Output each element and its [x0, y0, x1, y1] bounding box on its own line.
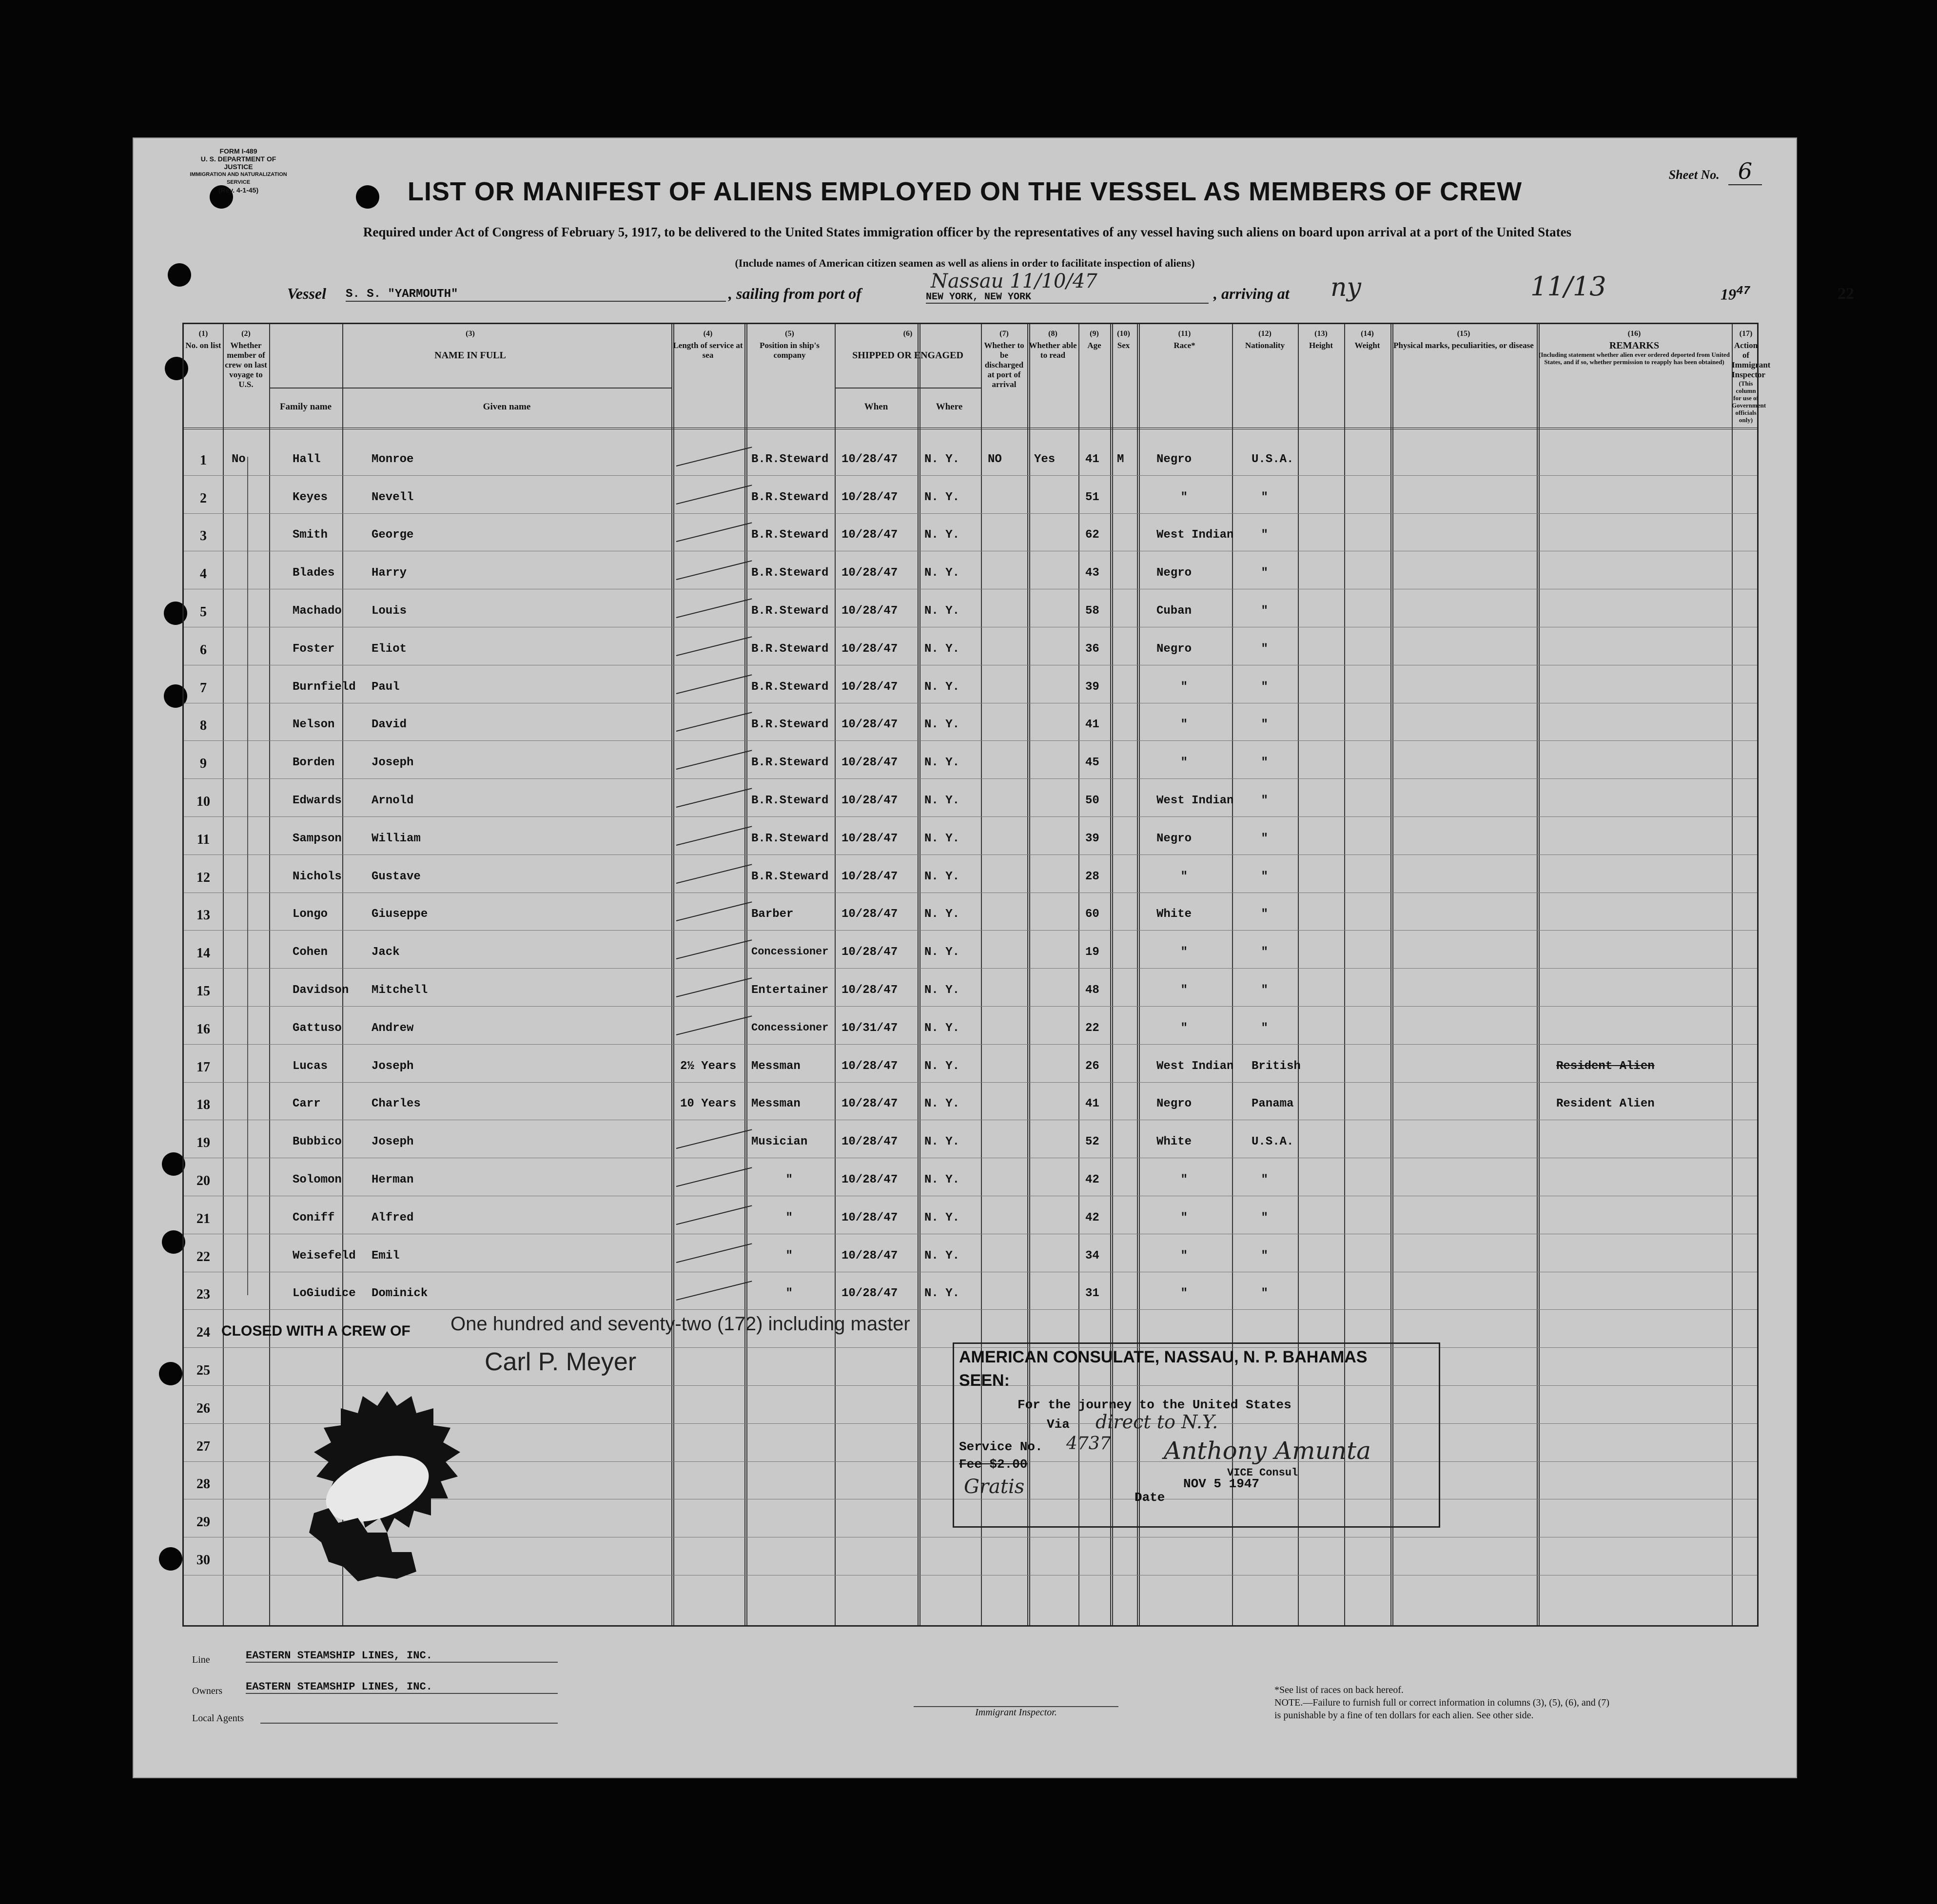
page-number: 22	[1838, 285, 1854, 303]
row-number: 22	[196, 1249, 210, 1264]
stamp-journey: For the journey to the United States	[1017, 1398, 1291, 1412]
cell-age: 48	[1085, 984, 1099, 997]
cell-where: N. Y.	[924, 1173, 960, 1186]
cell-when: 10/28/47	[841, 1249, 898, 1263]
row-number: 5	[200, 604, 207, 620]
cell-nationality: "	[1261, 832, 1268, 845]
cell-sex: M	[1117, 452, 1124, 466]
cell-nationality: British	[1252, 1059, 1301, 1073]
cell-position: Entertainer	[751, 984, 829, 997]
cell-given: David	[372, 718, 407, 732]
row-number: 4	[200, 566, 207, 582]
punch-hole	[159, 1362, 182, 1385]
cell-nationality: "	[1261, 490, 1268, 504]
cell-race: "	[1180, 946, 1188, 959]
cell-service: 2½ Years	[680, 1059, 737, 1073]
footer-agents-value	[260, 1709, 558, 1724]
column-subheader: Given name	[483, 402, 531, 412]
cell-nationality: "	[1261, 984, 1268, 997]
cell-race: "	[1180, 718, 1188, 732]
cell-given: William	[372, 832, 421, 845]
cell-where: N. Y.	[924, 1021, 960, 1035]
cell-when: 10/28/47	[841, 1287, 898, 1301]
cell-where: N. Y.	[924, 528, 960, 542]
column-subheader: Where	[936, 402, 963, 412]
row-number: 2	[200, 490, 207, 506]
stamp-via: direct to N.Y.	[1096, 1411, 1218, 1433]
cell-race: "	[1180, 1287, 1188, 1301]
cell-family: Blades	[293, 566, 335, 580]
cell-family: Burnfield	[293, 680, 356, 694]
stamp-fee: Fee $2.00	[959, 1457, 1028, 1472]
cell-where: N. Y.	[924, 452, 960, 466]
cell-family: Edwards	[293, 794, 342, 807]
cell-position: B.R.Steward	[751, 528, 829, 542]
cell-race: White	[1156, 1135, 1192, 1149]
arriving-label: , arriving at	[1213, 285, 1290, 302]
cell-where: N. Y.	[924, 718, 960, 732]
column-header: (8) Whether able to read	[1029, 330, 1077, 360]
row-number: 11	[196, 832, 210, 847]
cell-when: 10/28/47	[841, 908, 898, 921]
cell-race: "	[1180, 870, 1188, 883]
cell-given: Arnold	[372, 794, 414, 807]
cell-race: "	[1180, 984, 1188, 997]
footer-line-value: EASTERN STEAMSHIP LINES, INC.	[246, 1650, 558, 1663]
footer-line-label: Line	[192, 1654, 210, 1665]
row-number: 7	[200, 680, 207, 696]
cell-family: Cohen	[293, 946, 328, 959]
cell-when: 10/28/47	[841, 1135, 898, 1149]
vessel-label: Vessel	[287, 285, 326, 302]
page-title: LIST OR MANIFEST OF ALIENS EMPLOYED ON THE VESSEL AS MEMBERS OF CREW	[407, 177, 1523, 206]
cell-position: "	[785, 1211, 793, 1224]
cell-race: "	[1180, 490, 1188, 504]
cell-age: 60	[1085, 908, 1099, 921]
row-number: 14	[196, 946, 210, 961]
cell-when: 10/28/47	[841, 452, 898, 466]
cell-service: 10 Years	[680, 1097, 737, 1111]
cell-age: 41	[1085, 1097, 1099, 1111]
row-number: 10	[196, 794, 210, 809]
cell-read: Yes	[1034, 452, 1056, 466]
cell-position: B.R.Steward	[751, 718, 829, 732]
cell-position: B.R.Steward	[751, 604, 829, 618]
row-number: 12	[196, 870, 210, 885]
cell-position: B.R.Steward	[751, 756, 829, 770]
sailing-label: , sailing from port of	[728, 285, 861, 302]
cell-when: 10/28/47	[841, 1059, 898, 1073]
cell-given: Gustave	[372, 870, 421, 883]
cell-when: 10/28/47	[841, 1211, 898, 1224]
row-number: 20	[196, 1173, 210, 1188]
races-note: *See list of races on back hereof.	[1274, 1685, 1404, 1695]
footer-agents-label: Local Agents	[192, 1713, 244, 1724]
cell-when: 10/28/47	[841, 604, 898, 618]
cell-family: Keyes	[293, 490, 328, 504]
cell-nationality: "	[1261, 718, 1268, 732]
cell-family: Sampson	[293, 832, 342, 845]
cell-age: 43	[1085, 566, 1099, 580]
cell-nationality: Panama	[1252, 1097, 1294, 1111]
cell-age: 58	[1085, 604, 1099, 618]
column-header: (17) Action of Immigrant Inspector (This column for use of Government officials only)	[1732, 330, 1771, 424]
cell-race: Cuban	[1156, 604, 1192, 618]
column-tick-mark	[247, 457, 248, 1295]
row-number: 9	[200, 756, 207, 772]
cell-given: Emil	[372, 1249, 400, 1263]
row-number: 8	[200, 718, 207, 734]
cell-when: 10/28/47	[841, 642, 898, 656]
cell-given: Eliot	[372, 642, 407, 656]
sheet-number: Sheet No. 6	[1669, 158, 1762, 184]
closed-handwritten: One hundred and seventy-two (172) including master	[450, 1313, 910, 1335]
cell-family: Machado	[293, 604, 342, 618]
row-number: 30	[196, 1553, 210, 1568]
column-header: (12) Nationality	[1245, 330, 1285, 350]
cell-position: Musician	[751, 1135, 808, 1149]
cell-position: B.R.Steward	[751, 794, 829, 807]
cell-family: Bubbico	[293, 1135, 342, 1149]
cell-where: N. Y.	[924, 794, 960, 807]
cell-age: 62	[1085, 528, 1099, 542]
cell-family: Foster	[293, 642, 335, 656]
cell-race: "	[1180, 756, 1188, 770]
cell-nationality: "	[1261, 908, 1268, 921]
cell-where: N. Y.	[924, 756, 960, 770]
row-number: 26	[196, 1400, 210, 1416]
footer-owners-value: EASTERN STEAMSHIP LINES, INC.	[246, 1681, 558, 1694]
sailing-port-handwritten: Nassau 11/10/47	[931, 270, 1097, 292]
cell-race: West Indian	[1156, 794, 1234, 807]
cell-age: 52	[1085, 1135, 1099, 1149]
column-header: (13) Height	[1309, 330, 1333, 350]
cell-where: N. Y.	[924, 1211, 960, 1224]
row-number: 23	[196, 1287, 210, 1302]
row-number: 17	[196, 1059, 210, 1075]
cell-when: 10/28/47	[841, 756, 898, 770]
row-number: 15	[196, 984, 210, 999]
cell-family: Smith	[293, 528, 328, 542]
cell-where: N. Y.	[924, 642, 960, 656]
consul-signature: Anthony Amunta	[1164, 1437, 1371, 1465]
cell-given: Alfred	[372, 1211, 414, 1224]
stamp-date-label: Date	[1135, 1490, 1165, 1505]
cell-given: Charles	[372, 1097, 421, 1111]
cell-when: 10/28/47	[841, 566, 898, 580]
sailing-port-typed: NEW YORK, NEW YORK	[926, 291, 1209, 304]
cell-age: 42	[1085, 1211, 1099, 1224]
cell-race: "	[1180, 680, 1188, 694]
cell-age: 39	[1085, 832, 1099, 845]
cell-position: Barber	[751, 908, 794, 921]
punch-hole	[162, 1230, 185, 1254]
cell-race: "	[1180, 1021, 1188, 1035]
row-number: 24	[196, 1325, 210, 1341]
year: $19^{47}$	[1721, 285, 1750, 303]
cell-where: N. Y.	[924, 1059, 960, 1073]
master-signature: Carl P. Meyer	[485, 1348, 637, 1376]
cell-race: Negro	[1156, 832, 1192, 845]
column-subheader: When	[864, 402, 888, 412]
cell-given: Jack	[372, 946, 400, 959]
cell-nationality: "	[1261, 566, 1268, 580]
cell-nationality: "	[1261, 756, 1268, 770]
cell-where: N. Y.	[924, 566, 960, 580]
cell-age: 22	[1085, 1021, 1099, 1035]
cell-position: B.R.Steward	[751, 870, 829, 883]
cell-given: Herman	[372, 1173, 414, 1186]
cell-age: 31	[1085, 1287, 1099, 1301]
cell-given: Nevell	[372, 490, 414, 504]
cell-age: 41	[1085, 452, 1099, 466]
cell-age: 45	[1085, 756, 1099, 770]
cell-nationality: "	[1261, 1249, 1268, 1263]
cell-age: 51	[1085, 490, 1099, 504]
stamp-date: NOV 5 1947	[1183, 1477, 1260, 1491]
stamp-via-label: Via	[1047, 1417, 1070, 1432]
cell-where: N. Y.	[924, 1097, 960, 1111]
cell-discharged: NO	[988, 452, 1002, 466]
cell-race: West Indian	[1156, 1059, 1234, 1073]
stamp-service-label: Service No.	[959, 1439, 1043, 1454]
row-number: 13	[196, 908, 210, 923]
cell-race: Negro	[1156, 566, 1192, 580]
requirement-text: Required under Act of Congress of February 5, 1917, to be delivered to the United States immigration officer by the representatives of any vessel having such aliens on board upon arrival at a port of the United States	[363, 225, 1572, 239]
manifest-sheet	[133, 137, 1854, 1778]
cell-nationality: "	[1261, 946, 1268, 959]
cell-position: B.R.Steward	[751, 680, 829, 694]
row-number: 1	[200, 452, 207, 468]
cell-age: 41	[1085, 718, 1099, 732]
row-number: 18	[196, 1097, 210, 1113]
arriving-port: ny	[1330, 273, 1361, 302]
cell-remarks: Resident Alien	[1556, 1097, 1655, 1111]
cell-given: Joseph	[372, 1135, 414, 1149]
cell-where: N. Y.	[924, 984, 960, 997]
cell-given: George	[372, 528, 414, 542]
cell-position: B.R.Steward	[751, 566, 829, 580]
stamp-gratis: Gratis	[964, 1476, 1025, 1498]
cell-nationality: "	[1261, 1021, 1268, 1035]
cell-age: 39	[1085, 680, 1099, 694]
cell-nationality: "	[1261, 1287, 1268, 1301]
row-number: 28	[196, 1477, 210, 1492]
include-note: (Include names of American citizen seamen as well as aliens in order to facilitate inspection of aliens)	[735, 257, 1195, 269]
cell-family: Weisefeld	[293, 1249, 356, 1263]
column-header: (4) Length of service at sea	[673, 330, 743, 360]
cell-where: N. Y.	[924, 1249, 960, 1263]
penalty-note: NOTE.—Failure to furnish full or correct information in columns (3), (5), (6), and (7) is punishable by a fine of ten dollars for each alien. See other side.	[1274, 1697, 1610, 1721]
column-header: (14) Weight	[1354, 330, 1380, 350]
column-header: (10) Sex	[1117, 330, 1130, 350]
cell-age: 28	[1085, 870, 1099, 883]
column-subheader: Family name	[279, 402, 332, 412]
cell-when: 10/28/47	[841, 832, 898, 845]
cell-family: Davidson	[293, 984, 349, 997]
column-header: (6) SHIPPED OR ENGAGED	[852, 330, 963, 361]
cell-race: "	[1180, 1249, 1188, 1263]
voyage-line	[287, 270, 1854, 314]
cell-age: 26	[1085, 1059, 1099, 1073]
cell-family: Longo	[293, 908, 328, 921]
cell-remarks: Resident Alien	[1556, 1059, 1655, 1073]
cell-given: Harry	[372, 566, 407, 580]
cell-age: 36	[1085, 642, 1099, 656]
cell-where: N. Y.	[924, 908, 960, 921]
cell-when: 10/28/47	[841, 984, 898, 997]
cell-nationality: "	[1261, 604, 1268, 618]
cell-where: N. Y.	[924, 946, 960, 959]
cell-nationality: "	[1261, 1211, 1268, 1224]
cell-where: N. Y.	[924, 1287, 960, 1301]
column-header: (15) Physical marks, peculiarities, or disease	[1393, 330, 1534, 350]
cell-when: 10/28/47	[841, 680, 898, 694]
cell-family: Gattuso	[293, 1021, 342, 1035]
cell-family: Solomon	[293, 1173, 342, 1186]
cell-race: Negro	[1156, 452, 1192, 466]
row-number: 3	[200, 528, 207, 544]
cell-family: Hall	[293, 452, 321, 466]
row-number: 21	[196, 1211, 210, 1226]
cell-given: Giuseppe	[372, 908, 428, 921]
cell-given: Joseph	[372, 756, 414, 770]
row-number: 25	[196, 1363, 210, 1378]
cell-when: 10/28/47	[841, 946, 898, 959]
stamp-consul-label: VICE Consul	[1227, 1467, 1298, 1479]
punch-hole	[162, 1152, 185, 1176]
inspector-label: Immigrant Inspector.	[914, 1706, 1118, 1718]
cell-given: Dominick	[372, 1287, 428, 1301]
cell-when: 10/28/47	[841, 794, 898, 807]
column-header: (1) No. on list	[185, 330, 221, 350]
cell-family: Nichols	[293, 870, 342, 883]
cell-race: Negro	[1156, 642, 1192, 656]
cell-family: Lucas	[293, 1059, 328, 1073]
column-header: (3) NAME IN FULL	[434, 330, 506, 361]
cell-when: 10/28/47	[841, 1097, 898, 1111]
row-number: 6	[200, 642, 207, 658]
cell-age: 19	[1085, 946, 1099, 959]
cell-where: N. Y.	[924, 680, 960, 694]
column-header: (16) REMARKS (Including statement whether alien ever ordered deported from United States, and if so, whether permission to reapply has been obtained)	[1539, 330, 1730, 366]
column-header: (7) Whether to be discharged at port of arrival	[984, 330, 1024, 389]
cell-where: N. Y.	[924, 870, 960, 883]
cell-where: N. Y.	[924, 832, 960, 845]
cell-age: 42	[1085, 1173, 1099, 1186]
cell-when: 10/28/47	[841, 870, 898, 883]
form-id: FORM I-489 U. S. DEPARTMENT OF JUSTICE IMMIGRATION AND NATURALIZATION SERVICE (Rev. 4-1-45)	[190, 147, 287, 194]
cell-family: Nelson	[293, 718, 335, 732]
cell-nationality: "	[1261, 1173, 1268, 1186]
punch-hole	[159, 1547, 182, 1571]
stamp-service-no: 4737	[1066, 1434, 1111, 1454]
column-header: (9) Age	[1087, 330, 1101, 350]
cell-given: Louis	[372, 604, 407, 618]
cell-when: 10/28/47	[841, 490, 898, 504]
closed-label: CLOSED WITH A CREW OF	[221, 1323, 411, 1339]
cell-when: 10/28/47	[841, 528, 898, 542]
consulate-stamp	[953, 1342, 1440, 1528]
column-header: (11) Race*	[1174, 330, 1195, 350]
cell-given: Monroe	[372, 452, 414, 466]
cell-position: B.R.Steward	[751, 452, 829, 466]
cell-nationality: "	[1261, 528, 1268, 542]
vessel-name: S. S. "YARMOUTH"	[346, 288, 726, 302]
cell-nationality: "	[1261, 794, 1268, 807]
cell-prev: No	[232, 452, 246, 466]
cell-nationality: "	[1261, 870, 1268, 883]
cell-race: "	[1180, 1211, 1188, 1224]
cell-position: "	[785, 1173, 793, 1186]
cell-family: Borden	[293, 756, 335, 770]
cell-position: B.R.Steward	[751, 832, 829, 845]
seal-icon	[294, 1386, 480, 1591]
row-number: 29	[196, 1515, 210, 1530]
column-header: (5) Position in ship's company	[760, 330, 820, 360]
cell-position: "	[785, 1249, 793, 1263]
cell-where: N. Y.	[924, 490, 960, 504]
row-number: 19	[196, 1135, 210, 1151]
cell-age: 34	[1085, 1249, 1099, 1263]
cell-given: Joseph	[372, 1059, 414, 1073]
cell-position: Concessioner	[751, 1021, 829, 1034]
cell-given: Mitchell	[372, 984, 428, 997]
cell-when: 10/28/47	[841, 1173, 898, 1186]
cell-given: Andrew	[372, 1021, 414, 1035]
cell-nationality: U.S.A.	[1252, 452, 1294, 466]
arrival-date: 11/13	[1530, 271, 1606, 302]
footer-owners-label: Owners	[192, 1686, 223, 1696]
cell-race: West Indian	[1156, 528, 1234, 542]
cell-position: Messman	[751, 1059, 801, 1073]
cell-nationality: "	[1261, 680, 1268, 694]
cell-race: "	[1180, 1173, 1188, 1186]
cell-when: 10/28/47	[841, 718, 898, 732]
cell-position: Concessioner	[751, 946, 829, 958]
stamp-title: AMERICAN CONSULATE, NASSAU, N. P. BAHAMAS	[959, 1348, 1368, 1366]
cell-family: Coniff	[293, 1211, 335, 1224]
column-header: (2) Whether member of crew on last voyage to U.S.	[225, 330, 267, 389]
cell-position: "	[785, 1287, 793, 1301]
cell-when: 10/31/47	[841, 1021, 898, 1035]
cell-nationality: "	[1261, 642, 1268, 656]
cell-family: Carr	[293, 1097, 321, 1111]
cell-race: Negro	[1156, 1097, 1192, 1111]
row-number: 16	[196, 1021, 210, 1037]
cell-race: White	[1156, 908, 1192, 921]
cell-position: Messman	[751, 1097, 801, 1111]
row-number: 27	[196, 1438, 210, 1454]
cell-family: LoGiudice	[293, 1287, 356, 1301]
cell-given: Paul	[372, 680, 400, 694]
cell-where: N. Y.	[924, 1135, 960, 1149]
cell-nationality: U.S.A.	[1252, 1135, 1294, 1149]
stamp-seen: SEEN:	[959, 1371, 1010, 1390]
cell-age: 50	[1085, 794, 1099, 807]
cell-position: B.R.Steward	[751, 490, 829, 504]
cell-position: B.R.Steward	[751, 642, 829, 656]
cell-where: N. Y.	[924, 604, 960, 618]
